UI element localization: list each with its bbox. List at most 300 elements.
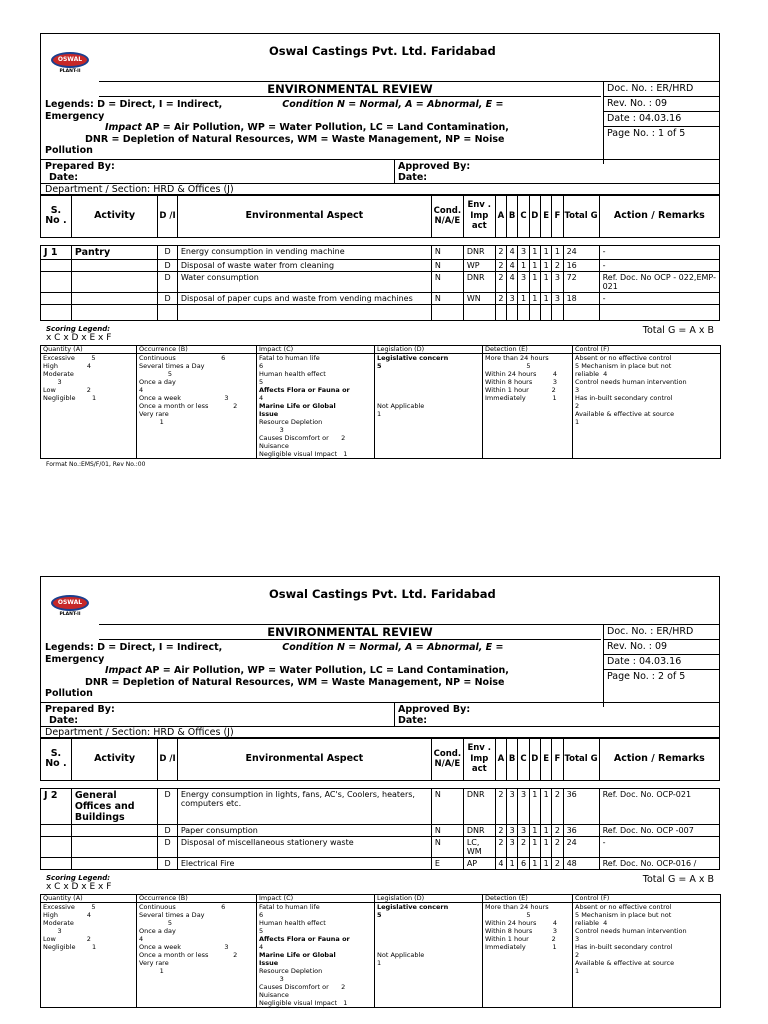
empty-cell: [41, 304, 72, 320]
empty-cell: [540, 304, 551, 320]
scoring-line: Control needs human intervention: [575, 926, 687, 935]
section-number: [41, 836, 72, 857]
rev-no: Rev. No. : 09: [604, 640, 720, 655]
review-page-2: [40, 576, 720, 1008]
legend-impact: AP = Air Pollution, WP = Water Pollution, LC = Land Contamination,: [141, 665, 509, 676]
scoring-line: 2: [575, 401, 580, 410]
scoring-line: 5: [377, 361, 382, 370]
table-row: [41, 259, 720, 271]
scoring-formula: x C x D x E x F: [46, 881, 112, 892]
col-f: F: [552, 195, 563, 237]
scoring-legend-header: [40, 874, 720, 894]
scoring-line: 1: [139, 417, 164, 426]
score-f: 1: [552, 245, 563, 259]
score-c: 3: [518, 824, 529, 836]
scoring-legislation: [375, 353, 483, 458]
table-row: [41, 245, 720, 259]
spacer-cell: [71, 780, 157, 788]
scoring-line: 6: [259, 910, 264, 919]
scoring-line: 4: [139, 934, 144, 943]
scoring-control: [573, 902, 721, 1007]
scoring-line: reliable 4: [575, 369, 608, 378]
scoring-header: Quantity (A): [41, 345, 137, 353]
empty-cell: [177, 304, 431, 320]
col-di: D /I: [158, 738, 178, 780]
score-e: 1: [540, 292, 551, 304]
score-d: 1: [529, 292, 540, 304]
format-number: Format No.:EMS/F/01, Rev No.:00: [46, 460, 146, 468]
spacer-cell: [552, 780, 563, 788]
total-g: 36: [563, 788, 599, 824]
scoring-line: reliable 4: [575, 918, 608, 927]
scoring-line: Negligible 1: [43, 942, 97, 951]
scoring-line: Once a day: [139, 926, 176, 935]
section-activity: [71, 292, 157, 304]
scoring-line: 3: [259, 974, 284, 983]
total-g: 72: [563, 271, 599, 292]
direct-indirect: D: [158, 857, 178, 869]
scoring-line: 5: [139, 369, 173, 378]
score-c: 1: [518, 292, 529, 304]
empty-cell: [431, 304, 463, 320]
spacer-cell: [158, 237, 178, 245]
aspect: Disposal of paper cups and waste from vending machines: [177, 292, 431, 304]
aspect: Energy consumption in vending machine: [177, 245, 431, 259]
scoring-line: Within 8 hours 3: [485, 377, 558, 386]
document-control-box: [603, 625, 720, 707]
action-remarks: -: [599, 245, 719, 259]
score-a: 2: [495, 836, 506, 857]
score-e: 1: [540, 824, 551, 836]
scoring-line: 2: [575, 950, 580, 959]
signoff-row: [41, 702, 719, 726]
scoring-line: [377, 943, 480, 951]
score-e: 1: [540, 788, 551, 824]
legend: [41, 640, 603, 702]
review-page-1: [40, 33, 720, 468]
score-f: 3: [552, 271, 563, 292]
legend-impact: AP = Air Pollution, WP = Water Pollution, LC = Land Contamination,: [141, 122, 509, 133]
score-b: 4: [507, 245, 518, 259]
approved-date: Date:: [398, 171, 428, 183]
score-d: 1: [529, 824, 540, 836]
scoring-line: Negligible 1: [43, 393, 97, 402]
section-activity: [71, 824, 157, 836]
spacer-cell: [518, 780, 529, 788]
scoring-line: [377, 394, 480, 402]
scoring-line: 5: [259, 377, 264, 386]
total-g: 18: [563, 292, 599, 304]
col-e: E: [540, 738, 551, 780]
col-d: D: [529, 195, 540, 237]
aspect: Energy consumption in lights, fans, AC's, Coolers, heaters, computers etc.: [177, 788, 431, 824]
legend-emergency: Emergency: [45, 110, 105, 122]
scoring-header: Detection (E): [483, 894, 573, 902]
doc-no: Doc. No. : ER/HRD: [604, 625, 720, 640]
direct-indirect: D: [158, 788, 178, 824]
rev-no: Rev. No. : 09: [604, 97, 720, 112]
legend-direct: Legends: D = Direct, I = Indirect,: [45, 99, 223, 110]
env-impact: AP: [463, 857, 495, 869]
scoring-line: Once a month or less 2: [139, 401, 238, 410]
spacer-cell: [540, 780, 551, 788]
col-c: C: [518, 738, 529, 780]
scoring-line: 3: [259, 425, 284, 434]
env-impact: DNR: [463, 824, 495, 836]
scoring-line: Once a week 3: [139, 393, 229, 402]
direct-indirect: D: [158, 824, 178, 836]
col-action: Action / Remarks: [599, 738, 719, 780]
score-c: 3: [518, 245, 529, 259]
col-b: B: [507, 195, 518, 237]
scoring-line: Nuisance: [259, 441, 289, 450]
spacer-cell: [563, 237, 599, 245]
scoring-line: Moderate: [43, 918, 74, 927]
scoring-line: Negligible visual Impact 1: [259, 998, 348, 1007]
col-activity: Activity: [71, 738, 157, 780]
scoring-line: Immediately 1: [485, 942, 557, 951]
scoring-line: [377, 935, 480, 943]
score-f: 2: [552, 857, 563, 869]
scoring-quantity: [41, 902, 137, 1007]
table-row: [41, 824, 720, 836]
col-di: D /I: [158, 195, 178, 237]
score-a: 2: [495, 824, 506, 836]
legend-emergency: Emergency: [45, 653, 105, 665]
col-b: B: [507, 738, 518, 780]
prepared-by: Prepared By:: [45, 160, 115, 172]
col-aspect: Environmental Aspect: [177, 738, 431, 780]
scoring-line: 3: [575, 934, 580, 943]
scoring-line: Human health effect: [259, 918, 326, 927]
scoring-line: [377, 927, 480, 935]
scoring-line: Causes Discomfort or 2: [259, 982, 346, 991]
section-activity: [71, 271, 157, 292]
scoring-line: 3: [575, 385, 580, 394]
score-a: 2: [495, 259, 506, 271]
score-d: 1: [529, 836, 540, 857]
scoring-header: Legislation (D): [375, 894, 483, 902]
scoring-line: Legislative concern: [377, 902, 449, 911]
spacer-cell: [507, 237, 518, 245]
scoring-header: Legislation (D): [375, 345, 483, 353]
scoring-line: Causes Discomfort or 2: [259, 433, 346, 442]
spacer-cell: [552, 237, 563, 245]
scoring-line: [377, 919, 480, 927]
legend-condition-label: Condition: [282, 99, 334, 110]
score-c: 3: [518, 788, 529, 824]
scoring-line: Immediately 1: [485, 393, 557, 402]
score-c: 6: [518, 857, 529, 869]
scoring-header: Impact (C): [257, 894, 375, 902]
score-f: 2: [552, 259, 563, 271]
total-g: 48: [563, 857, 599, 869]
col-sno: S. No .: [41, 195, 72, 237]
scoring-line: 1: [575, 417, 580, 426]
table-row: [41, 788, 720, 824]
spacer-cell: [463, 780, 495, 788]
total-g: 24: [563, 245, 599, 259]
spacer-cell: [495, 237, 506, 245]
score-e: 1: [540, 857, 551, 869]
scoring-line: Continuous 6: [139, 353, 226, 362]
prepared-by: Prepared By:: [45, 703, 115, 715]
doc-date: Date : 04.03.16: [604, 112, 720, 127]
scoring-header: Impact (C): [257, 345, 375, 353]
scoring-table: [40, 894, 721, 1008]
scoring-line: Resource Depletion: [259, 966, 323, 975]
score-e: 1: [540, 271, 551, 292]
scoring-quantity: [41, 353, 137, 458]
spacer-cell: [71, 237, 157, 245]
scoring-line: Resource Depletion: [259, 417, 323, 426]
scoring-line: More than 24 hours: [485, 902, 549, 911]
env-impact: DNR: [463, 271, 495, 292]
env-impact: DNR: [463, 245, 495, 259]
scoring-line: Within 8 hours 3: [485, 926, 558, 935]
spacer-cell: [518, 237, 529, 245]
score-f: 2: [552, 824, 563, 836]
empty-cell: [495, 304, 506, 320]
scoring-line: Several times a Day: [139, 361, 205, 370]
scoring-line: 4: [259, 942, 264, 951]
scoring-control: [573, 353, 721, 458]
score-f: 2: [552, 836, 563, 857]
spacer-cell: [529, 780, 540, 788]
score-a: 2: [495, 292, 506, 304]
scoring-line: Negligible visual Impact 1: [259, 449, 348, 458]
score-a: 2: [495, 788, 506, 824]
total-g: 24: [563, 836, 599, 857]
scoring-line: Marine Life or Global: [259, 950, 336, 959]
col-env: Env . Imp act: [463, 195, 495, 237]
col-aspect: Environmental Aspect: [177, 195, 431, 237]
table-row: [41, 271, 720, 292]
empty-cell: [529, 304, 540, 320]
score-a: 2: [495, 245, 506, 259]
empty-cell: [158, 304, 178, 320]
scoring-line: Within 1 hour 2: [485, 934, 556, 943]
empty-cell: [71, 304, 157, 320]
department: Department / Section: HRD & Offices (J): [41, 726, 719, 737]
section-number: J 1: [41, 245, 72, 259]
scoring-total: Total G = A x B: [642, 873, 714, 885]
aspect: Electrical Fire: [177, 857, 431, 869]
direct-indirect: D: [158, 245, 178, 259]
scoring-title: Scoring Legend:: [46, 873, 111, 882]
spacer-cell: [431, 237, 463, 245]
legend-dnr: DNR = Depletion of Natural Resources, WM = Waste Management, NP = Noise: [85, 133, 505, 145]
scoring-occurrence: [137, 902, 257, 1007]
empty-cell: [518, 304, 529, 320]
scoring-line: Very rare: [139, 409, 169, 418]
scoring-header: Control (F): [573, 345, 721, 353]
condition: N: [431, 824, 463, 836]
col-env: Env . Imp act: [463, 738, 495, 780]
scoring-detection: [483, 902, 573, 1007]
spacer-row: [41, 780, 720, 788]
scoring-line: [377, 378, 480, 386]
doc-date: Date : 04.03.16: [604, 655, 720, 670]
score-e: 1: [540, 259, 551, 271]
total-g: 16: [563, 259, 599, 271]
score-f: 3: [552, 292, 563, 304]
action-remarks: Ref. Doc. No OCP - 022,EMP-021: [599, 271, 719, 292]
col-total: Total G: [563, 195, 599, 237]
empty-cell: [563, 304, 599, 320]
scoring-line: Has in-built secondary control: [575, 942, 673, 951]
action-remarks: Ref. Doc. No. OCP-016 /: [599, 857, 719, 869]
env-impact: DNR: [463, 788, 495, 824]
scoring-line: 5: [485, 361, 531, 370]
score-b: 1: [507, 857, 518, 869]
total-g: 36: [563, 824, 599, 836]
condition: N: [431, 292, 463, 304]
spacer-cell: [599, 237, 719, 245]
scoring-line: Has in-built secondary control: [575, 393, 673, 402]
direct-indirect: D: [158, 836, 178, 857]
scoring-line: Fatal to human life: [259, 902, 320, 911]
scoring-impact: [257, 353, 375, 458]
logo-plant: PLANT-II: [59, 69, 81, 74]
scoring-line: Fatal to human life: [259, 353, 320, 362]
score-c: 1: [518, 259, 529, 271]
section-activity: [71, 836, 157, 857]
score-b: 3: [507, 836, 518, 857]
scoring-line: Issue: [259, 409, 279, 418]
env-impact: WN: [463, 292, 495, 304]
condition: N: [431, 788, 463, 824]
scoring-line: Once a week 3: [139, 942, 229, 951]
scoring-line: High 4: [43, 910, 92, 919]
scoring-line: Once a day: [139, 377, 176, 386]
score-d: 1: [529, 788, 540, 824]
scoring-line: 1: [139, 966, 164, 975]
scoring-line: Very rare: [139, 958, 169, 967]
col-e: E: [540, 195, 551, 237]
scoring-total: Total G = A x B: [642, 324, 714, 336]
section-number: [41, 824, 72, 836]
logo-badge: OSWAL: [51, 52, 89, 68]
score-d: 1: [529, 245, 540, 259]
prepared-date: Date:: [49, 171, 79, 183]
score-f: 2: [552, 788, 563, 824]
empty-cell: [507, 304, 518, 320]
document-title: ENVIRONMENTAL REVIEW: [99, 625, 601, 640]
company-name: Oswal Castings Pvt. Ltd. Faridabad: [269, 587, 496, 601]
action-remarks: -: [599, 836, 719, 857]
section-number: J 2: [41, 788, 72, 824]
empty-cell: [599, 304, 719, 320]
scoring-line: 3: [43, 377, 62, 386]
scoring-line: [377, 386, 480, 394]
scoring-occurrence: [137, 353, 257, 458]
env-impact: WP: [463, 259, 495, 271]
score-d: 1: [529, 857, 540, 869]
aspect: Disposal of miscellaneous stationery waste: [177, 836, 431, 857]
scoring-line: Low 2: [43, 934, 91, 943]
scoring-header: Occurrence (B): [137, 345, 257, 353]
scoring-line: Absent or no effective control: [575, 902, 672, 911]
condition: E: [431, 857, 463, 869]
doc-no: Doc. No. : ER/HRD: [604, 82, 720, 97]
document-header: [40, 576, 720, 738]
section-activity: Pantry: [71, 245, 157, 259]
scoring-line: [377, 370, 480, 378]
col-c: C: [518, 195, 529, 237]
scoring-line: More than 24 hours: [485, 353, 549, 362]
scoring-impact: [257, 902, 375, 1007]
oswal-logo: [47, 52, 93, 82]
spacer-cell: [599, 780, 719, 788]
section-activity: General Offices and Buildings: [71, 788, 157, 824]
scoring-line: 1: [575, 966, 580, 975]
action-remarks: -: [599, 292, 719, 304]
logo-plant: PLANT-II: [59, 612, 81, 617]
scoring-line: 5: [139, 918, 173, 927]
score-b: 3: [507, 824, 518, 836]
scoring-line: Not Applicable: [377, 401, 425, 410]
scoring-line: 5: [259, 926, 264, 935]
spacer-row: [41, 237, 720, 245]
spacer-cell: [529, 237, 540, 245]
scoring-line: Low 2: [43, 385, 91, 394]
spacer-cell: [563, 780, 599, 788]
col-a: A: [495, 195, 506, 237]
score-e: 1: [540, 836, 551, 857]
scoring-line: Within 24 hours 4: [485, 369, 558, 378]
scoring-table: [40, 345, 721, 459]
col-total: Total G: [563, 738, 599, 780]
scoring-formula: x C x D x E x F: [46, 332, 112, 343]
scoring-title: Scoring Legend:: [46, 324, 111, 333]
col-f: F: [552, 738, 563, 780]
score-b: 4: [507, 271, 518, 292]
scoring-line: Available & effective at source: [575, 409, 675, 418]
section-number: [41, 857, 72, 869]
scoring-line: 4: [139, 385, 144, 394]
scoring-line: Moderate: [43, 369, 74, 378]
spacer-cell: [507, 780, 518, 788]
legend-pollution: Pollution: [45, 688, 93, 699]
col-cond: Cond. N/A/E: [431, 738, 463, 780]
scoring-line: Available & effective at source: [575, 958, 675, 967]
scoring-line: Issue: [259, 958, 279, 967]
scoring-line: Not Applicable: [377, 950, 425, 959]
legend-pollution: Pollution: [45, 145, 93, 156]
scoring-line: Within 24 hours 4: [485, 918, 558, 927]
scoring-legend-header: [40, 325, 720, 345]
scoring-line: 3: [43, 926, 62, 935]
logo-badge: OSWAL: [51, 595, 89, 611]
scoring-line: Legislative concern: [377, 353, 449, 362]
score-c: 3: [518, 271, 529, 292]
table-row: [41, 292, 720, 304]
scoring-line: Marine Life or Global: [259, 401, 336, 410]
score-c: 2: [518, 836, 529, 857]
score-e: 1: [540, 245, 551, 259]
col-sno: S. No .: [41, 738, 72, 780]
scoring-line: 4: [259, 393, 264, 402]
prepared-date: Date:: [49, 714, 79, 726]
table-row: [41, 836, 720, 857]
env-impact: LC, WM: [463, 836, 495, 857]
scoring-line: Control needs human intervention: [575, 377, 687, 386]
action-remarks: Ref. Doc. No. OCP -007: [599, 824, 719, 836]
oswal-logo: [47, 595, 93, 625]
scoring-line: 5 Mechanism in place but not: [575, 361, 672, 370]
scoring-line: 5 Mechanism in place but not: [575, 910, 672, 919]
